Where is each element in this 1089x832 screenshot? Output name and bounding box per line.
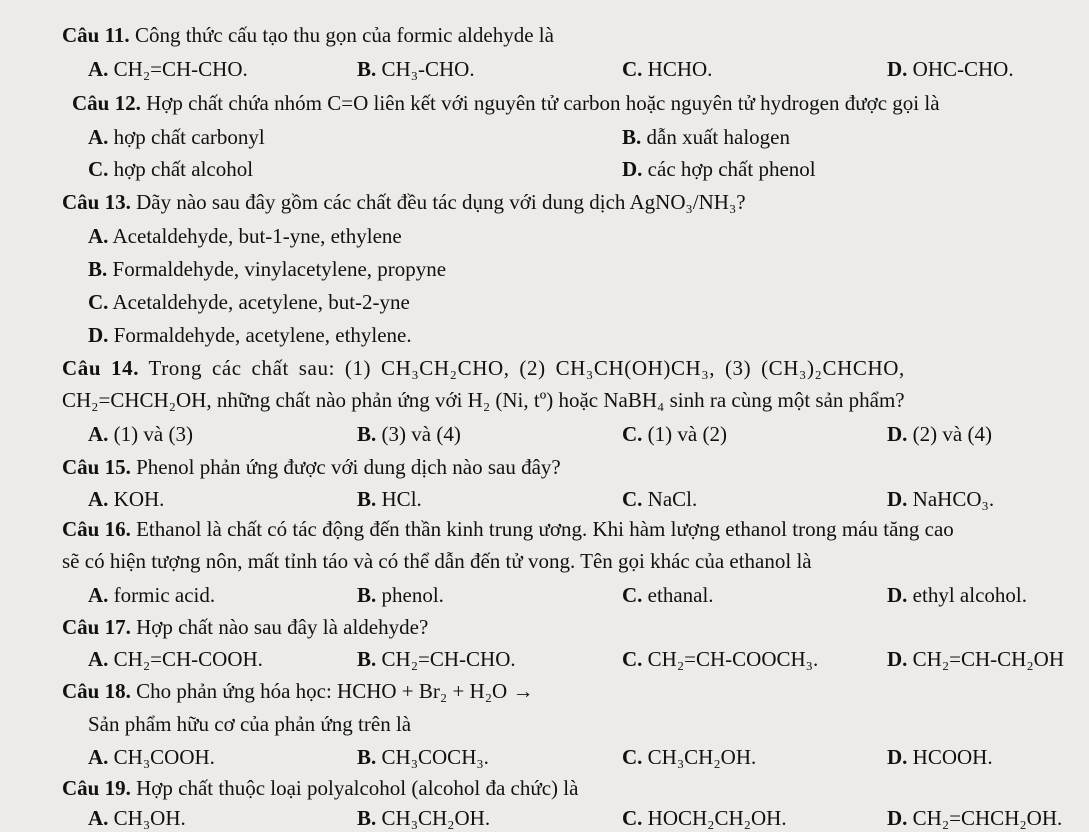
q12-option-c: C. hợp chất alcohol bbox=[88, 157, 254, 181]
q14-option-c: C. (1) và (2) bbox=[622, 422, 727, 446]
q13-option-b: B. Formaldehyde, vinylacetylene, propyne bbox=[88, 257, 447, 281]
question-17 bbox=[62, 614, 428, 640]
q18-option-b: B. CH₃COCH₃. bbox=[357, 745, 489, 769]
q15-option-b: B. HCl. bbox=[357, 487, 422, 511]
q17-option-c: C. CH₂=CH-COOCH₃. bbox=[622, 647, 819, 671]
q15-option-c: C. NaCl. bbox=[622, 487, 698, 511]
question-number: Câu 13. bbox=[62, 190, 131, 214]
q11-option-d: D. OHC-CHO. bbox=[887, 57, 1014, 81]
question-12 bbox=[72, 90, 940, 116]
q15-option-a: A. KOH. bbox=[88, 487, 165, 511]
q13-option-c: C. Acetaldehyde, acetylene, but-2-yne bbox=[88, 290, 410, 314]
question-text: Ethanol là chất có tác động đến thần kinh trung ương. Khi hàm lượng ethanol trong máu tăng cao bbox=[130, 517, 954, 541]
q16-option-d: D. ethyl alcohol. bbox=[887, 583, 1027, 607]
q11-option-c: C. HCHO. bbox=[622, 57, 713, 81]
question-number: Câu 16. bbox=[62, 517, 131, 541]
q17-option-d: D. CH₂=CH-CH₂OH bbox=[887, 647, 1064, 671]
question-number: Câu 18. bbox=[62, 679, 131, 703]
question-19 bbox=[62, 775, 578, 801]
q19-option-b: B. CH₃CH₂OH. bbox=[357, 806, 491, 830]
q17-option-b: B. CH₂=CH-CHO. bbox=[357, 647, 516, 671]
question-11 bbox=[62, 22, 554, 48]
q12-option-b: B. dẫn xuất halogen bbox=[622, 125, 790, 149]
q19-option-d: D. CH₂=CHCH₂OH. bbox=[887, 806, 1063, 830]
question-16-line-2: sẽ có hiện tượng nôn, mất tỉnh táo và có thể dẫn đến tử vong. Tên gọi khác của ethanol là bbox=[62, 549, 812, 573]
q12-option-a: A. hợp chất carbonyl bbox=[88, 125, 265, 149]
q11-option-a: A. CH₂=CH-CHO. bbox=[88, 57, 248, 81]
question-number: Câu 11. bbox=[62, 23, 130, 47]
q14-option-a: A. (1) và (3) bbox=[88, 422, 193, 446]
question-13 bbox=[62, 189, 746, 215]
question-14-line-2: CH₂=CHCH₂OH, những chất nào phản ứng với H₂ (Ni, tº) hoặc NaBH₄ sinh ra cùng một sản phẩm? bbox=[62, 388, 905, 412]
q17-option-a: A. CH₂=CH-COOH. bbox=[88, 647, 263, 671]
question-text: Hợp chất thuộc loại polyalcohol (alcohol đa chức) là bbox=[130, 776, 579, 800]
question-18-subtext: Sản phẩm hữu cơ của phản ứng trên là bbox=[88, 712, 412, 736]
q18-option-c: C. CH₃CH₂OH. bbox=[622, 745, 757, 769]
q14-option-d: D. (2) và (4) bbox=[887, 422, 992, 446]
q16-option-b: B. phenol. bbox=[357, 583, 444, 607]
question-text: Cho phản ứng hóa học: HCHO + Br₂ + H₂O → bbox=[130, 679, 534, 703]
q13-option-d: D. Formaldehyde, acetylene, ethylene. bbox=[88, 323, 412, 347]
q18-option-a: A. CH₃COOH. bbox=[88, 745, 215, 769]
question-number: Câu 17. bbox=[62, 615, 131, 639]
question-text: Trong các chất sau: (1) CH₃CH₂CHO, (2) CH₃CH(OH)CH₃, (3) (CH₃)₂CHCHO, bbox=[139, 356, 905, 380]
q12-option-d: D. các hợp chất phenol bbox=[622, 157, 816, 181]
q16-option-c: C. ethanal. bbox=[622, 583, 714, 607]
q18-option-d: D. HCOOH. bbox=[887, 745, 993, 769]
question-text: Hợp chất chứa nhóm C=O liên kết với nguyên tử carbon hoặc nguyên tử hydrogen được gọi là bbox=[140, 91, 940, 115]
q14-option-b: B. (3) và (4) bbox=[357, 422, 461, 446]
question-number: Câu 19. bbox=[62, 776, 131, 800]
question-text: Phenol phản ứng được với dung dịch nào sau đây? bbox=[130, 455, 561, 479]
question-text: Hợp chất nào sau đây là aldehyde? bbox=[130, 615, 429, 639]
question-16-line-1 bbox=[62, 516, 954, 542]
question-number: Câu 15. bbox=[62, 455, 131, 479]
q16-option-a: A. formic acid. bbox=[88, 583, 216, 607]
question-18 bbox=[62, 678, 533, 704]
question-15 bbox=[62, 454, 561, 480]
question-number: Câu 12. bbox=[72, 91, 141, 115]
q11-option-b: B. CH₃-CHO. bbox=[357, 57, 475, 81]
q13-option-a: A. Acetaldehyde, but-1-yne, ethylene bbox=[88, 224, 402, 248]
q19-option-a: A. CH₃OH. bbox=[88, 806, 186, 830]
question-14-line-1 bbox=[62, 355, 905, 381]
q19-option-c: C. HOCH₂CH₂OH. bbox=[622, 806, 787, 830]
q15-option-d: D. NaHCO₃. bbox=[887, 487, 995, 511]
question-text: Công thức cấu tạo thu gọn của formic aldehyde là bbox=[129, 23, 554, 47]
question-text: Dãy nào sau đây gồm các chất đều tác dụng với dung dịch AgNO₃/NH₃? bbox=[130, 190, 746, 214]
question-number: Câu 14. bbox=[62, 356, 140, 380]
